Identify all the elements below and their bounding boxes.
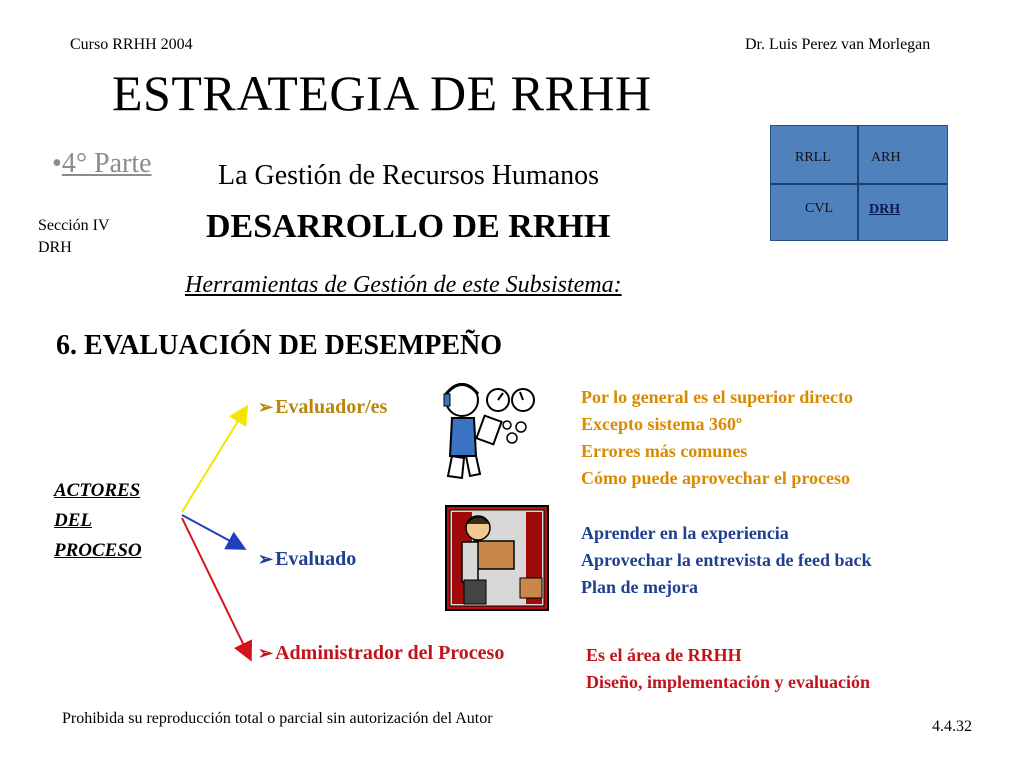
- actores-line-3: PROCESO: [54, 540, 142, 561]
- role-evaluado-label: Evaluado: [275, 548, 357, 570]
- section-heading: DESARROLLO DE RRHH: [206, 208, 611, 245]
- arrow-evaluador: [182, 408, 246, 512]
- herramientas-heading: Herramientas de Gestión de este Subsistema:: [185, 272, 622, 298]
- author-label: Dr. Luis Perez van Morlegan: [745, 36, 931, 53]
- actores-line-2: DEL: [54, 510, 92, 531]
- administrador-notes: [586, 642, 870, 696]
- grid-cell-cvl: CVL: [805, 201, 833, 216]
- seccion-line-2: DRH: [38, 239, 72, 256]
- slide-number: 4.4.32: [932, 718, 972, 735]
- arrow-bullet-icon: ➢: [258, 397, 274, 417]
- role-evaluador: [258, 396, 387, 419]
- slide-title: ESTRATEGIA DE RRHH: [112, 65, 652, 121]
- role-administrador: [258, 642, 504, 665]
- actores-line-1: ACTORES: [54, 480, 141, 501]
- arrow-bullet-icon: ➢: [258, 643, 274, 663]
- role-administrador-label: Administrador del Proceso: [275, 642, 505, 664]
- arrow-evaluado: [182, 515, 243, 548]
- evaluador-notes: [581, 384, 853, 492]
- role-evaluador-label: Evaluador/es: [275, 396, 388, 418]
- seccion-line-1: Sección IV: [38, 217, 110, 234]
- parte-bullet: •: [52, 148, 62, 179]
- evaluado-note: Aprovechar la entrevista de feed back: [581, 550, 872, 570]
- evaluador-note: Excepto sistema 360º: [581, 414, 742, 434]
- evaluado-note: Aprender en la experiencia: [581, 523, 789, 543]
- grid-cell-drh: DRH: [869, 202, 901, 217]
- evaluacion-heading: 6. EVALUACIÓN DE DESEMPEÑO: [56, 330, 502, 361]
- arrow-bullet-icon: ➢: [258, 549, 274, 569]
- arrow-administrador: [182, 518, 250, 658]
- evaluador-note: Cómo puede aprovechar el proceso: [581, 468, 850, 488]
- operator-clipart-icon: [444, 384, 534, 478]
- administrador-note: Diseño, implementación y evaluación: [586, 672, 870, 692]
- parte-label[interactable]: 4° Parte: [61, 148, 152, 179]
- evaluado-notes: [581, 520, 871, 601]
- footer-notice: Prohibida su reproducción total o parcial sin autorización del Autor: [62, 710, 493, 727]
- evaluado-note: Plan de mejora: [581, 577, 698, 597]
- subtitle-gestion: La Gestión de Recursos Humanos: [218, 160, 600, 191]
- evaluador-note: Errores más comunes: [581, 441, 748, 461]
- administrador-note: Es el área de RRHH: [586, 645, 742, 665]
- grid-cell-rrll: RRLL: [795, 150, 831, 165]
- worker-box-clipart-icon: [446, 506, 548, 610]
- role-evaluado: [258, 548, 356, 571]
- course-label: Curso RRHH 2004: [70, 36, 193, 53]
- evaluador-note: Por lo general es el superior directo: [581, 387, 853, 407]
- grid-cell-arh: ARH: [871, 150, 901, 165]
